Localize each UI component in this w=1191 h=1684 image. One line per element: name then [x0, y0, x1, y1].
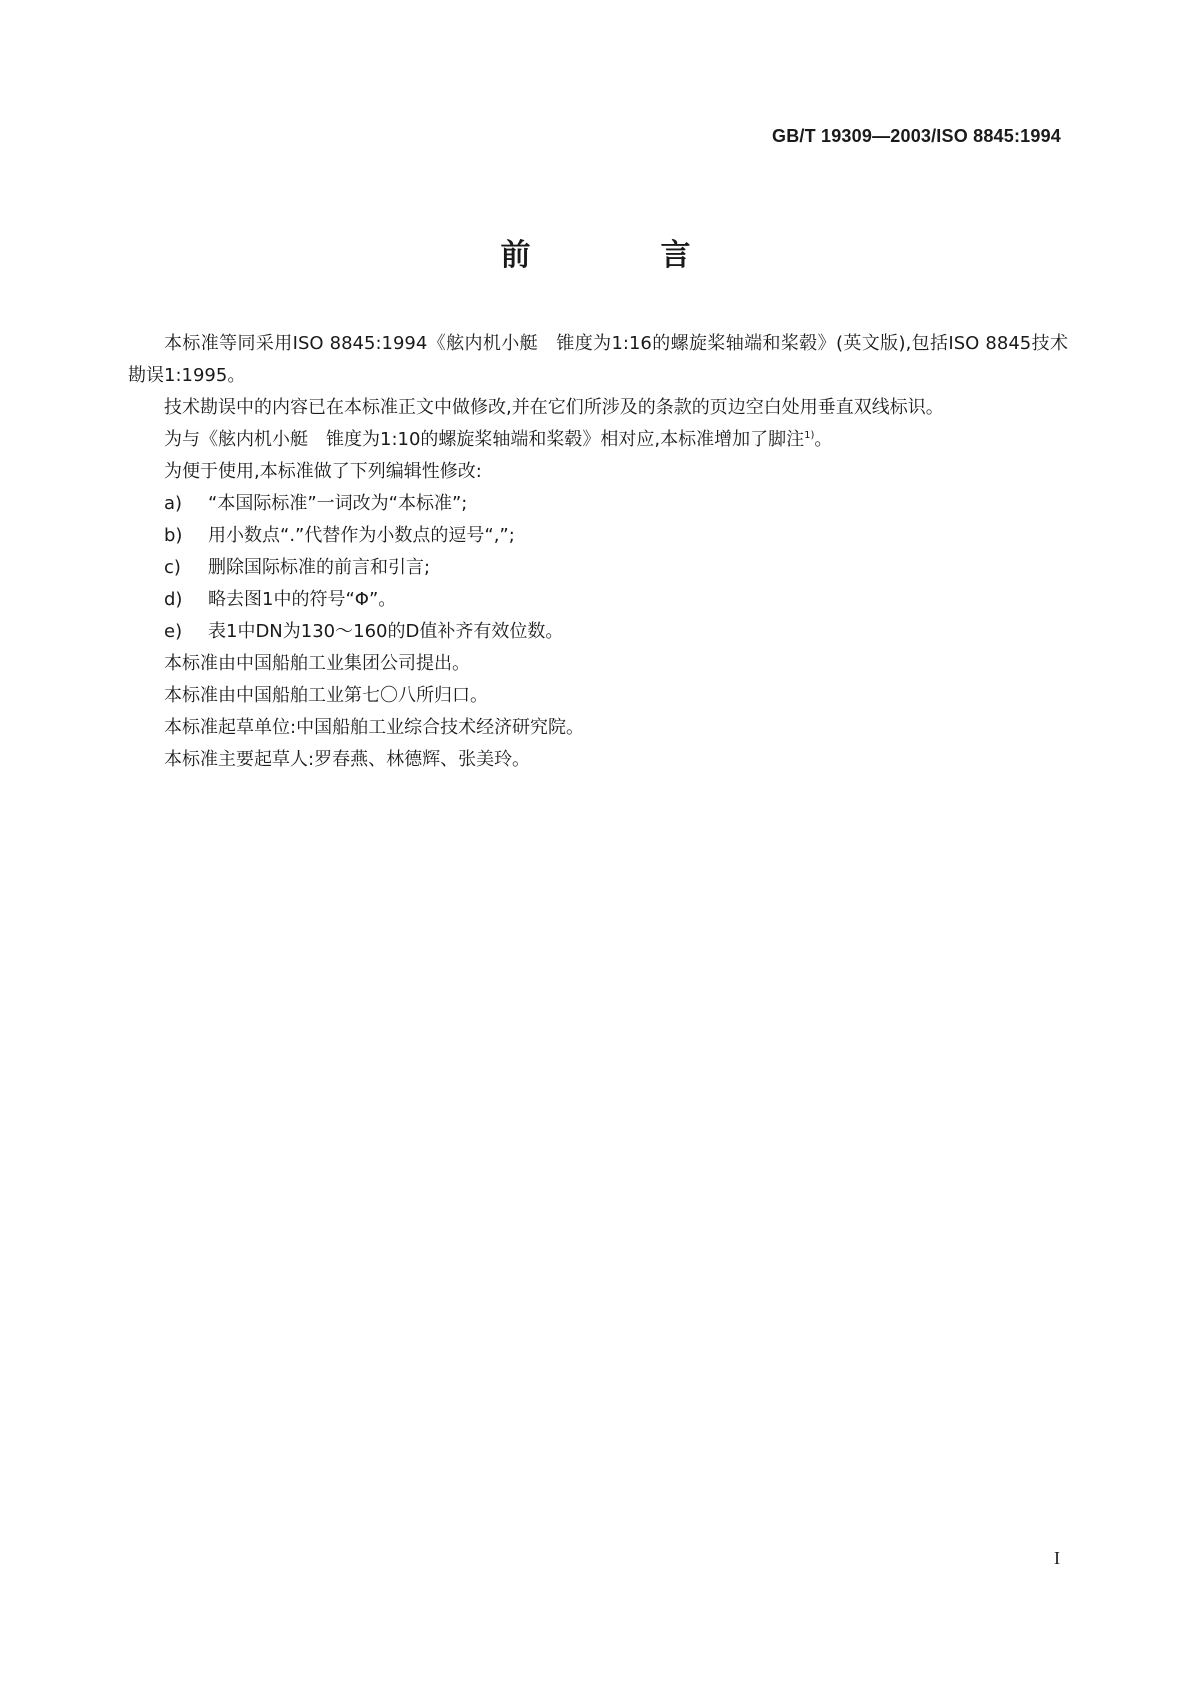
paragraph-drafters: 本标准主要起草人:罗春燕、林德辉、张美玲。 [164, 749, 531, 770]
page-title: 前 言 [500, 238, 741, 273]
paragraph-footnote-text: 为与《舷内机小艇 锥度为1:10的螺旋桨轴端和桨毂》相对应,本标准增加了脚注 [164, 429, 805, 450]
list-marker: a) [164, 493, 183, 514]
footnote-ref: 1) [804, 430, 815, 441]
standard-code-header: GB/T 19309—2003/ISO 8845:1994 [772, 126, 1061, 146]
list-marker: c) [164, 557, 181, 578]
paragraph-adoption: 本标准等同采用ISO 8845:1994《舷内机小艇 锥度为1:16的螺旋桨轴端和桨毂》(英文版),包括ISO 8845技术勘误1:1995。 [128, 333, 1068, 386]
paragraph-proposer: 本标准由中国船舶工业集团公司提出。 [164, 653, 470, 674]
list-marker: e) [164, 621, 183, 642]
list-marker: d) [164, 589, 183, 610]
list-item-text: 表1中DN为130～160的D值补齐有效位数。 [208, 621, 564, 642]
page-number: I [1054, 1548, 1060, 1568]
list-marker: b) [164, 525, 183, 546]
list-item [128, 520, 1068, 552]
list-item [128, 584, 1068, 616]
list-item [128, 488, 1068, 520]
paragraph-edits-intro: 为便于使用,本标准做了下列编辑性修改: [164, 461, 482, 482]
paragraph-drafting-unit: 本标准起草单位:中国船舶工业综合技术经济研究院。 [164, 717, 585, 738]
list-item-text: 删除国际标准的前言和引言; [208, 557, 431, 578]
paragraph-administrator: 本标准由中国船舶工业第七〇八所归口。 [164, 685, 488, 706]
list-item-text: 用小数点“.”代替作为小数点的逗号“,”; [208, 525, 515, 546]
paragraph-footnote-note [128, 424, 1068, 456]
list-item [128, 552, 1068, 584]
list-item-text: 略去图1中的符号“Φ”。 [208, 589, 397, 610]
list-item-text: “本国际标准”一词改为“本标准”; [208, 493, 468, 514]
paragraph-footnote-end: 。 [814, 429, 833, 450]
paragraph-corrigendum: 技术勘误中的内容已在本标准正文中做修改,并在它们所涉及的条款的页边空白处用垂直双线标识。 [164, 397, 944, 418]
list-item [128, 616, 1068, 648]
foreword-body [128, 328, 1068, 776]
